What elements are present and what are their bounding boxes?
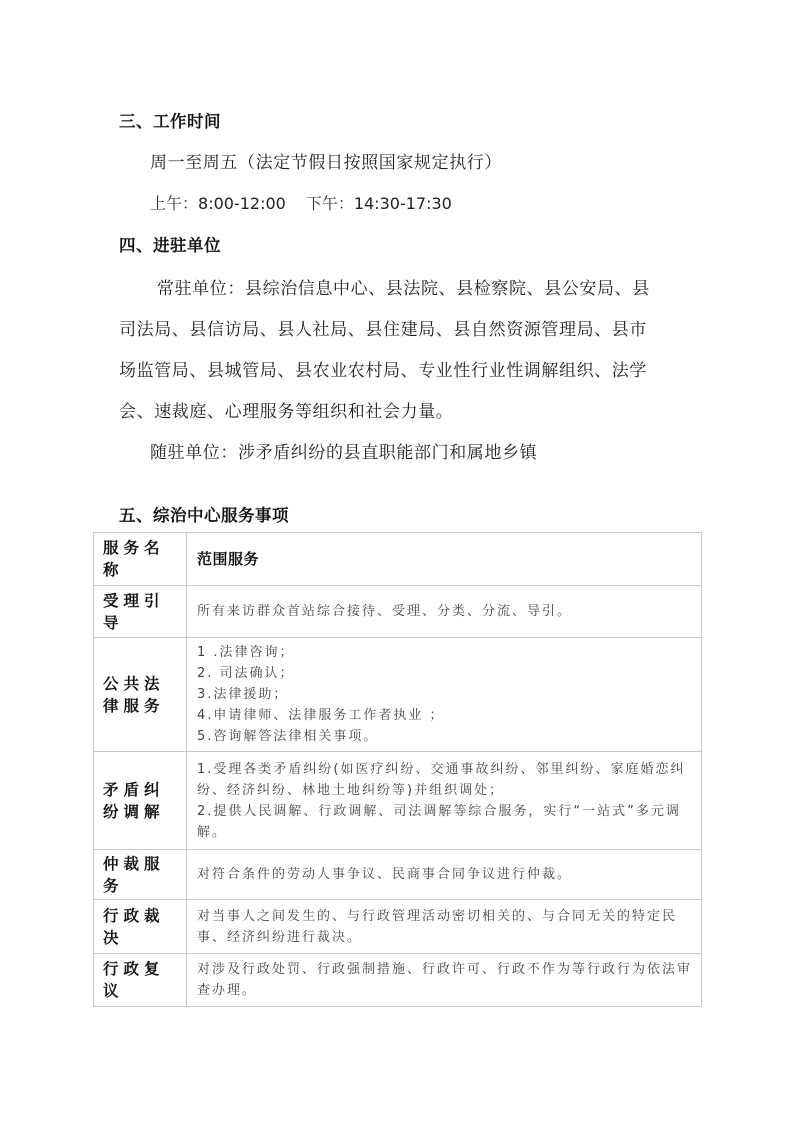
service-item: 对涉及行政处罚、行政强制措施、行政许可、行政不作为等行政行为依法审查办理。 xyxy=(197,962,693,998)
table-row xyxy=(94,638,702,752)
service-desc-adjudication xyxy=(187,900,702,954)
service-desc-review xyxy=(187,954,702,1007)
work-days-text: 周一至周五（法定节假日按照国家规定执行） xyxy=(150,153,502,173)
work-hours-line xyxy=(150,191,452,214)
table-row xyxy=(94,850,702,900)
table-row xyxy=(94,586,702,638)
header-service-name: 服务名称 xyxy=(94,533,187,586)
permanent-units-line-4: 会、速裁庭、心理服务等组织和社会力量。 xyxy=(119,402,454,422)
service-item: 4.申请律师、法律服务工作者执业 ； xyxy=(197,708,445,723)
service-name-review: 行政复议 xyxy=(94,954,187,1007)
service-item: 5.咨询解答法律相关事项。 xyxy=(197,729,379,744)
service-item: 2. 司法确认； xyxy=(197,666,295,681)
service-item: 1 .法律咨询； xyxy=(197,645,295,660)
section-heading-stationed-units: 四、进驻单位 xyxy=(119,236,221,255)
permanent-units-line-3: 场监管局、县城管局、县农业农村局、专业性行业性调解组织、法学 xyxy=(119,361,647,381)
permanent-units-line-1: 常驻单位：县综治信息中心、县法院、县检察院、县公安局、县 xyxy=(157,279,650,299)
section-heading-services: 五、综治中心服务事项 xyxy=(119,506,289,525)
service-desc-arbitration xyxy=(187,850,702,900)
service-desc-legal xyxy=(187,638,702,752)
service-name-arbitration: 仲裁服务 xyxy=(94,850,187,900)
service-item: 1.受理各类矛盾纠纷(如医疗纠纷、交通事故纠纷、邻里纠纷、家庭婚恋纠纷、经济纠纷、林地土地纠纷等)并组织调处； xyxy=(197,761,686,798)
table-header-row xyxy=(94,533,702,586)
services-table xyxy=(93,532,702,1007)
permanent-units-line-2: 司法局、县信访局、县人社局、县住建局、县自然资源管理局、县市 xyxy=(119,320,647,340)
table-row xyxy=(94,954,702,1007)
am-label: 上午： xyxy=(150,194,199,213)
service-name-reception: 受理引导 xyxy=(94,586,187,638)
service-item: 对符合条件的劳动人事争议、民商事合同争议进行仲裁。 xyxy=(197,867,573,882)
service-desc-mediation xyxy=(187,752,702,850)
service-name-mediation: 矛盾纠纷调解 xyxy=(94,752,187,850)
service-item: 3.法律援助； xyxy=(197,687,289,702)
pm-time: 14:30-17:30 xyxy=(353,194,452,213)
service-desc-reception xyxy=(187,586,702,638)
service-name-legal: 公共法律服务 xyxy=(94,638,187,752)
service-item: 对当事人之间发生的、与行政管理活动密切相关的、与合同无关的特定民事、经济纠纷进行裁决。 xyxy=(197,908,678,945)
service-item: 2.提供人民调解、行政调解、司法调解等综合服务，实行“一站式”多元调解。 xyxy=(197,803,681,840)
table-row xyxy=(94,752,702,850)
accompanying-units-text: 随驻单位：涉矛盾纠纷的县直职能部门和属地乡镇 xyxy=(150,443,538,463)
service-item: 所有来访群众首站综合接待、受理、分类、分流、导引。 xyxy=(197,604,573,619)
section-heading-work-hours: 三、工作时间 xyxy=(119,112,221,131)
table-row xyxy=(94,900,702,954)
am-time: 8:00-12:00 xyxy=(198,194,286,213)
service-name-adjudication: 行政裁决 xyxy=(94,900,187,954)
header-service-scope: 范围服务 xyxy=(187,533,702,586)
pm-label: 下午： xyxy=(305,194,354,213)
